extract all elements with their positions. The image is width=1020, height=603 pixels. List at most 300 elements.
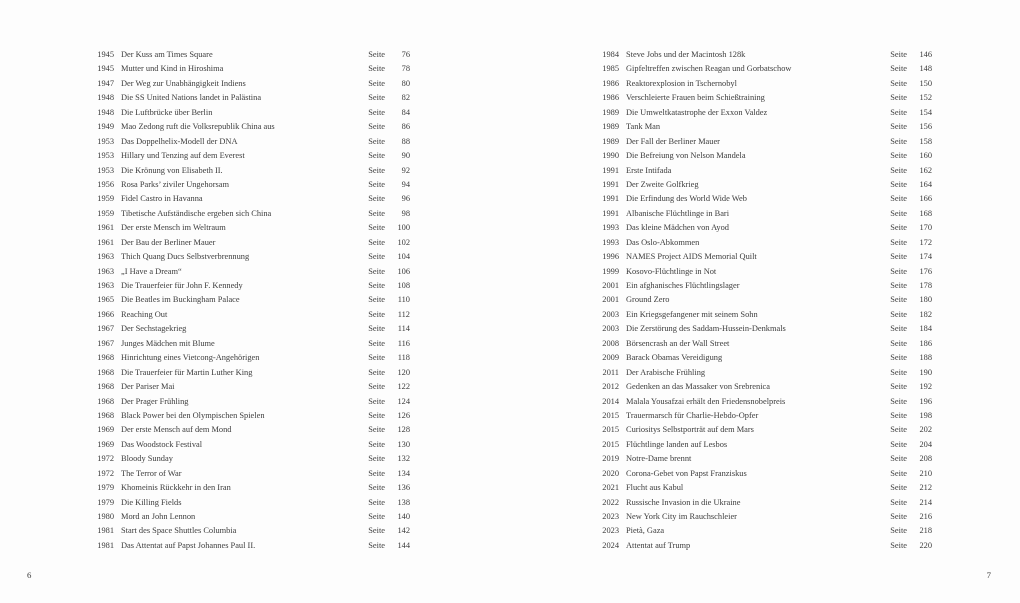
entry-page-number: 198 <box>919 410 932 420</box>
entry-year: 1989 <box>602 136 619 146</box>
entry-title: Das Attentat auf Papst Johannes Paul II. <box>121 540 256 550</box>
toc-entry <box>95 380 410 394</box>
entry-page-number: 216 <box>919 512 932 521</box>
entry-title: Börsencrash an der Wall Street <box>626 338 730 348</box>
entry-title: Reaching Out <box>121 309 168 319</box>
entry-page-number: 76 <box>401 50 410 59</box>
entry-title: Das Doppelhelix-Modell der DNA <box>121 136 238 146</box>
seite-label: Seite <box>890 410 907 420</box>
entry-title: Der Arabische Frühling <box>626 367 706 377</box>
seite-label: Seite <box>890 295 907 305</box>
seite-label: Seite <box>890 179 907 189</box>
seite-label: Seite <box>368 78 385 88</box>
entry-year: 2023 <box>602 526 619 536</box>
entry-page-number: 168 <box>919 208 932 218</box>
entry-title: Mutter und Kind in Hiroshima <box>121 64 224 74</box>
entry-title: Gedenken an das Massaker von Srebrenica <box>626 382 770 392</box>
toc-entry <box>95 265 410 279</box>
entry-year: 1991 <box>602 179 619 189</box>
entry-page-number: 138 <box>397 497 410 507</box>
toc-entry <box>600 250 932 264</box>
seite-label: Seite <box>368 454 385 464</box>
entry-year: 1945 <box>97 50 114 59</box>
seite-label: Seite <box>890 338 907 348</box>
seite-label: Seite <box>890 512 907 521</box>
entry-page-number: 124 <box>397 396 410 406</box>
toc-entry <box>95 91 410 105</box>
entry-title: Das Oslo-Abkommen <box>626 237 700 247</box>
toc-entry <box>95 77 410 91</box>
entry-year: 1968 <box>97 410 114 420</box>
entry-year: 1984 <box>602 50 619 59</box>
entry-title: Die Befreiung von Nelson Mandela <box>626 151 746 161</box>
seite-label: Seite <box>890 136 907 146</box>
entry-page-number: 160 <box>919 151 932 161</box>
toc-entry <box>600 192 932 206</box>
entry-title: Mord an John Lennon <box>121 512 196 521</box>
toc-entry <box>600 279 932 293</box>
entry-page-number: 146 <box>919 50 932 59</box>
entry-page-number: 182 <box>919 309 932 319</box>
toc-entry <box>600 322 932 336</box>
seite-label: Seite <box>890 151 907 161</box>
entry-page-number: 172 <box>919 237 932 247</box>
seite-label: Seite <box>890 266 907 276</box>
entry-page-number: 86 <box>401 122 410 132</box>
seite-label: Seite <box>890 107 907 117</box>
seite-label: Seite <box>890 324 907 334</box>
seite-label: Seite <box>368 295 385 305</box>
seite-label: Seite <box>890 540 907 550</box>
entry-title: Die Luftbrücke über Berlin <box>121 107 213 117</box>
entry-year: 1968 <box>97 396 114 406</box>
entry-title: Die Beatles im Buckingham Palace <box>121 295 240 305</box>
toc-entry <box>95 221 410 235</box>
entry-title: New York City im Rauchschleier <box>626 512 737 521</box>
entry-year: 1991 <box>602 165 619 175</box>
seite-label: Seite <box>368 468 385 478</box>
seite-label: Seite <box>890 439 907 449</box>
toc-entry <box>600 409 932 423</box>
toc-entry <box>600 510 932 524</box>
entry-title: Black Power bei den Olympischen Spielen <box>121 410 265 420</box>
toc-entry <box>600 308 932 322</box>
entry-page-number: 150 <box>919 78 932 88</box>
entry-page-number: 128 <box>397 425 410 435</box>
toc-entry <box>95 250 410 264</box>
toc-entry <box>95 207 410 221</box>
entry-page-number: 176 <box>919 266 932 276</box>
entry-title: Die Killing Fields <box>121 497 182 507</box>
entry-page-number: 142 <box>397 526 410 536</box>
entry-page-number: 106 <box>397 266 410 276</box>
toc-entry <box>95 510 410 524</box>
seite-label: Seite <box>368 309 385 319</box>
entry-page-number: 192 <box>919 382 932 392</box>
entry-title: Der Zweite Golfkrieg <box>626 179 699 189</box>
seite-label: Seite <box>890 382 907 392</box>
entry-title: Der Pariser Mai <box>121 382 175 392</box>
entry-year: 1991 <box>602 194 619 204</box>
entry-year: 1963 <box>97 281 114 290</box>
entry-page-number: 218 <box>919 526 932 536</box>
entry-year: 1968 <box>97 382 114 392</box>
entry-year: 2019 <box>602 454 619 464</box>
seite-label: Seite <box>368 281 385 290</box>
seite-label: Seite <box>890 454 907 464</box>
toc-entry <box>95 524 410 538</box>
entry-title: Gipfeltreffen zwischen Reagan und Gorbatschow <box>626 64 792 74</box>
entry-title: Flucht aus Kabul <box>626 483 684 493</box>
entry-page-number: 180 <box>919 295 932 305</box>
entry-page-number: 148 <box>919 64 932 74</box>
page-number-left: 6 <box>27 570 32 580</box>
toc-entry <box>600 164 932 178</box>
toc-entry <box>600 395 932 409</box>
entry-year: 2023 <box>602 512 619 521</box>
entry-title: NAMES Project AIDS Memorial Quilt <box>626 252 757 262</box>
toc-entry <box>95 481 410 495</box>
toc-entry <box>600 380 932 394</box>
seite-label: Seite <box>890 353 907 363</box>
entry-year: 1986 <box>602 78 619 88</box>
entry-page-number: 114 <box>397 324 410 334</box>
seite-label: Seite <box>890 252 907 262</box>
seite-label: Seite <box>368 151 385 161</box>
entry-year: 1999 <box>602 266 619 276</box>
seite-label: Seite <box>368 497 385 507</box>
entry-year: 1953 <box>97 165 114 175</box>
entry-page-number: 214 <box>919 497 932 507</box>
toc-entry <box>95 337 410 351</box>
seite-label: Seite <box>368 252 385 262</box>
entry-year: 1980 <box>97 512 114 521</box>
entry-year: 1945 <box>97 64 114 74</box>
toc-entry <box>600 221 932 235</box>
toc-entry <box>600 48 932 62</box>
toc-entry <box>95 366 410 380</box>
toc-entry <box>600 91 932 105</box>
entry-title: Die Zerstörung des Saddam-Hussein-Denkmals <box>626 324 786 334</box>
seite-label: Seite <box>368 526 385 536</box>
entry-year: 2021 <box>602 483 619 493</box>
entry-title: Kosovo-Flüchtlinge in Not <box>626 266 717 276</box>
entry-page-number: 84 <box>401 107 410 117</box>
toc-entry <box>95 452 410 466</box>
seite-label: Seite <box>890 396 907 406</box>
toc-entry <box>95 164 410 178</box>
toc-entry <box>600 366 932 380</box>
seite-label: Seite <box>368 410 385 420</box>
entry-title: Corona-Gebet von Papst Franziskus <box>626 468 747 478</box>
seite-label: Seite <box>368 107 385 117</box>
entry-year: 1969 <box>97 439 114 449</box>
seite-label: Seite <box>890 223 907 233</box>
entry-page-number: 178 <box>919 281 932 290</box>
entry-year: 1969 <box>97 425 114 435</box>
entry-title: Der erste Mensch im Weltraum <box>121 223 226 233</box>
entry-title: Der Prager Frühling <box>121 396 189 406</box>
entry-title: Der erste Mensch auf dem Mond <box>121 425 232 435</box>
entry-year: 2003 <box>602 324 619 334</box>
entry-year: 2020 <box>602 468 619 478</box>
entry-page-number: 162 <box>919 165 932 175</box>
toc-entry <box>95 106 410 120</box>
seite-label: Seite <box>890 78 907 88</box>
entry-year: 2003 <box>602 309 619 319</box>
entry-page-number: 96 <box>401 194 410 204</box>
entry-title: Trauermarsch für Charlie-Hebdo-Opfer <box>626 410 759 420</box>
toc-entry <box>95 293 410 307</box>
entry-year: 1968 <box>97 367 114 377</box>
seite-label: Seite <box>368 50 385 59</box>
toc-list-right <box>600 48 932 553</box>
toc-page-right <box>510 0 1020 603</box>
entry-page-number: 156 <box>919 122 932 132</box>
entry-title: Hillary und Tenzing auf dem Everest <box>121 151 245 161</box>
entry-year: 1947 <box>97 78 114 88</box>
entry-year: 2008 <box>602 338 619 348</box>
entry-year: 1948 <box>97 93 114 103</box>
entry-title: Die Krönung von Elisabeth II. <box>121 165 223 175</box>
entry-title: The Terror of War <box>121 468 182 478</box>
seite-label: Seite <box>890 165 907 175</box>
seite-label: Seite <box>368 353 385 363</box>
entry-page-number: 94 <box>401 179 410 189</box>
entry-year: 2014 <box>602 396 619 406</box>
entry-title: Pietà, Gaza <box>626 526 665 536</box>
toc-entry <box>600 120 932 134</box>
entry-title: Steve Jobs und der Macintosh 128k <box>626 50 746 59</box>
entry-page-number: 212 <box>919 483 932 493</box>
entry-year: 1972 <box>97 454 114 464</box>
entry-page-number: 118 <box>397 353 410 363</box>
entry-year: 2001 <box>602 295 619 305</box>
seite-label: Seite <box>368 540 385 550</box>
toc-entry <box>95 192 410 206</box>
entry-year: 2012 <box>602 382 619 392</box>
seite-label: Seite <box>890 526 907 536</box>
toc-entry <box>95 467 410 481</box>
seite-label: Seite <box>368 194 385 204</box>
seite-label: Seite <box>890 237 907 247</box>
entry-year: 2015 <box>602 410 619 420</box>
toc-entry <box>600 539 932 553</box>
entry-title: Junges Mädchen mit Blume <box>121 338 215 348</box>
entry-year: 1979 <box>97 483 114 493</box>
entry-page-number: 110 <box>397 295 410 305</box>
entry-title: Barack Obamas Vereidigung <box>626 353 723 363</box>
entry-page-number: 78 <box>401 64 410 74</box>
entry-page-number: 116 <box>397 338 410 348</box>
seite-label: Seite <box>368 439 385 449</box>
entry-page-number: 210 <box>919 468 932 478</box>
entry-year: 1991 <box>602 208 619 218</box>
seite-label: Seite <box>890 50 907 59</box>
entry-page-number: 184 <box>919 324 932 334</box>
entry-title: Das Woodstock Festival <box>121 439 203 449</box>
page-number-right: 7 <box>986 570 991 580</box>
entry-title: Attentat auf Trump <box>626 540 691 550</box>
toc-entry <box>600 496 932 510</box>
entry-title: Der Kuss am Times Square <box>121 50 213 59</box>
toc-entry <box>600 106 932 120</box>
entry-page-number: 132 <box>397 454 410 464</box>
entry-page-number: 134 <box>397 468 410 478</box>
seite-label: Seite <box>890 93 907 103</box>
entry-year: 2009 <box>602 353 619 363</box>
entry-year: 1961 <box>97 237 114 247</box>
seite-label: Seite <box>890 425 907 435</box>
entry-year: 1996 <box>602 252 619 262</box>
entry-page-number: 104 <box>397 252 410 262</box>
seite-label: Seite <box>890 281 907 290</box>
entry-page-number: 158 <box>919 136 932 146</box>
entry-page-number: 112 <box>397 309 410 319</box>
entry-year: 2011 <box>602 367 619 377</box>
entry-year: 1966 <box>97 309 114 319</box>
entry-year: 1949 <box>97 122 114 132</box>
entry-title: Die SS United Nations landet in Palästina <box>121 93 262 103</box>
entry-title: Das kleine Mädchen von Ayod <box>626 223 729 233</box>
toc-entry <box>95 496 410 510</box>
toc-list-left <box>95 48 410 553</box>
entry-year: 2015 <box>602 425 619 435</box>
entry-year: 1981 <box>97 526 114 536</box>
entry-year: 2015 <box>602 439 619 449</box>
entry-title: Verschleierte Frauen beim Schießtraining <box>626 93 765 103</box>
entry-page-number: 196 <box>919 396 932 406</box>
entry-page-number: 144 <box>397 540 410 550</box>
toc-entry <box>95 178 410 192</box>
entry-title: Russische Invasion in die Ukraine <box>626 497 741 507</box>
toc-entry <box>95 135 410 149</box>
seite-label: Seite <box>368 165 385 175</box>
toc-entry <box>600 207 932 221</box>
seite-label: Seite <box>890 367 907 377</box>
toc-entry <box>95 120 410 134</box>
entry-page-number: 130 <box>397 439 410 449</box>
entry-year: 1968 <box>97 353 114 363</box>
seite-label: Seite <box>368 223 385 233</box>
toc-entry <box>600 293 932 307</box>
entry-year: 1989 <box>602 107 619 117</box>
toc-entry <box>600 135 932 149</box>
entry-page-number: 204 <box>919 439 932 449</box>
entry-year: 1953 <box>97 151 114 161</box>
entry-year: 1989 <box>602 122 619 132</box>
entry-title: Ground Zero <box>626 295 670 305</box>
entry-year: 1981 <box>97 540 114 550</box>
toc-entry <box>600 423 932 437</box>
entry-page-number: 92 <box>401 165 410 175</box>
entry-page-number: 188 <box>919 353 932 363</box>
entry-page-number: 190 <box>919 367 932 377</box>
entry-page-number: 90 <box>401 151 410 161</box>
entry-title: Reaktorexplosion in Tschernobyl <box>626 78 737 88</box>
seite-label: Seite <box>890 497 907 507</box>
entry-page-number: 140 <box>397 512 410 521</box>
entry-title: Ein afghanisches Flüchtlingslager <box>626 281 740 290</box>
entry-year: 2022 <box>602 497 619 507</box>
toc-entry <box>600 481 932 495</box>
entry-title: Der Fall der Berliner Mauer <box>626 136 720 146</box>
seite-label: Seite <box>368 208 385 218</box>
seite-label: Seite <box>368 425 385 435</box>
entry-title: Tibetische Aufständische ergeben sich China <box>121 208 272 218</box>
entry-page-number: 82 <box>401 93 410 103</box>
entry-page-number: 170 <box>919 223 932 233</box>
toc-entry <box>600 265 932 279</box>
seite-label: Seite <box>368 483 385 493</box>
toc-entry <box>600 524 932 538</box>
toc-entry <box>600 452 932 466</box>
seite-label: Seite <box>890 208 907 218</box>
entry-title: Ein Kriegsgefangener mit seinem Sohn <box>626 309 758 319</box>
toc-entry <box>600 77 932 91</box>
seite-label: Seite <box>368 93 385 103</box>
entry-page-number: 122 <box>397 382 410 392</box>
entry-year: 1986 <box>602 93 619 103</box>
entry-year: 1993 <box>602 223 619 233</box>
entry-page-number: 208 <box>919 454 932 464</box>
entry-title: Thich Quang Ducs Selbstverbrennung <box>121 252 250 262</box>
toc-entry <box>600 62 932 76</box>
seite-label: Seite <box>890 194 907 204</box>
entry-page-number: 126 <box>397 410 410 420</box>
entry-page-number: 154 <box>919 107 932 117</box>
toc-entry <box>95 539 410 553</box>
entry-year: 2024 <box>602 540 619 550</box>
entry-year: 1961 <box>97 223 114 233</box>
seite-label: Seite <box>368 382 385 392</box>
entry-year: 1967 <box>97 324 114 334</box>
entry-title: Die Erfindung des World Wide Web <box>626 194 747 204</box>
entry-title: Malala Yousafzai erhält den Friedensnobelpreis <box>626 396 786 406</box>
entry-page-number: 98 <box>401 208 410 218</box>
entry-page-number: 164 <box>919 179 932 189</box>
seite-label: Seite <box>368 266 385 276</box>
entry-title: Die Trauerfeier für John F. Kennedy <box>121 281 243 290</box>
entry-year: 1953 <box>97 136 114 146</box>
toc-entry <box>95 423 410 437</box>
entry-title: Curiositys Selbstporträt auf dem Mars <box>626 425 754 435</box>
entry-title: Der Sechstagekrieg <box>121 324 187 334</box>
entry-year: 1993 <box>602 237 619 247</box>
toc-entry <box>95 322 410 336</box>
toc-entry <box>600 178 932 192</box>
seite-label: Seite <box>890 64 907 74</box>
entry-year: 1956 <box>97 179 114 189</box>
entry-page-number: 88 <box>401 136 410 146</box>
entry-year: 1967 <box>97 338 114 348</box>
entry-page-number: 102 <box>397 237 410 247</box>
entry-year: 2001 <box>602 281 619 290</box>
seite-label: Seite <box>368 367 385 377</box>
toc-entry <box>600 467 932 481</box>
entry-title: Flüchtlinge landen auf Lesbos <box>626 439 728 449</box>
seite-label: Seite <box>368 324 385 334</box>
entry-year: 1979 <box>97 497 114 507</box>
toc-entry <box>600 337 932 351</box>
entry-page-number: 108 <box>397 281 410 290</box>
entry-year: 1948 <box>97 107 114 117</box>
entry-title: „I Have a Dream“ <box>121 266 182 276</box>
entry-title: Bloody Sunday <box>121 454 173 464</box>
seite-label: Seite <box>890 309 907 319</box>
seite-label: Seite <box>368 136 385 146</box>
seite-label: Seite <box>368 64 385 74</box>
